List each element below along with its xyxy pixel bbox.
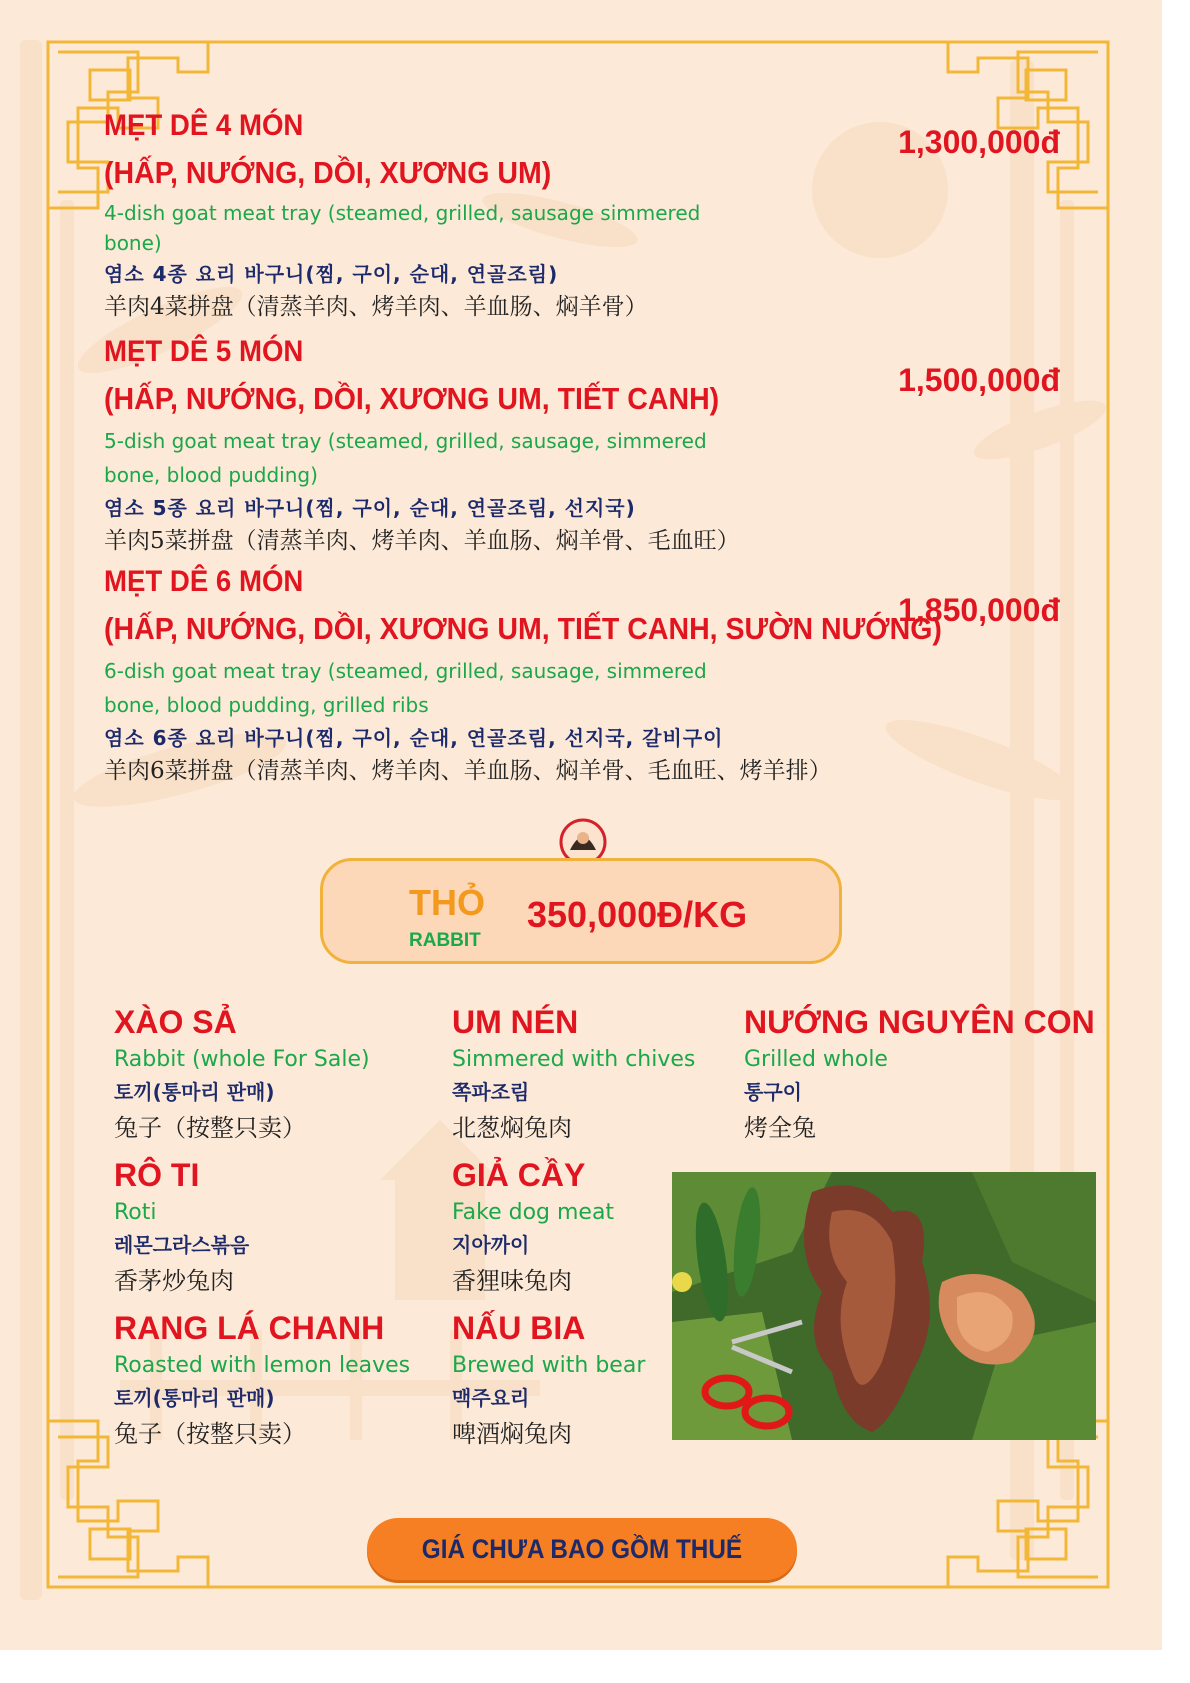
set-price: 1,850,000đ [898, 592, 1060, 628]
grilled-rabbit-photo [672, 1172, 1096, 1440]
menu-set-4-dish [104, 104, 864, 324]
dish-chinese: 兔子（按整只卖） [114, 1114, 306, 1142]
set-korean: 염소 6종 요리 바구니(찜, 구이, 순대, 연골조림, 선지국, 갈비구이 [104, 726, 724, 750]
set-chinese: 羊肉4菜拼盘（清蒸羊肉、烤羊肉、羊血肠、焖羊骨） [104, 294, 648, 320]
dish-chinese: 烤全兔 [744, 1114, 816, 1142]
dish-english: Simmered with chives [452, 1047, 696, 1072]
dish-gia-cay [452, 1153, 614, 1301]
dish-english: Roti [114, 1200, 157, 1225]
dish-title: RANG LÁ CHANH [114, 1310, 385, 1346]
dish-korean: 토끼(통마리 판매) [114, 1080, 275, 1104]
dish-title: RÔ TI [114, 1157, 200, 1193]
dish-english: Grilled whole [744, 1047, 888, 1072]
dish-title: XÀO SẢ [114, 1004, 237, 1040]
dish-chinese: 兔子（按整只卖） [114, 1420, 306, 1448]
dish-title: NẤU BIA [452, 1310, 586, 1346]
dish-chinese: 啤酒焖兔肉 [452, 1420, 572, 1448]
set-price: 1,300,000đ [898, 124, 1060, 160]
set-chinese: 羊肉6菜拼盘（清蒸羊肉、烤羊肉、羊血肠、焖羊骨、毛血旺、烤羊排） [104, 758, 832, 784]
set-subtitle: (HẤP, NƯỚNG, DỒI, XƯƠNG UM, TIẾT CANH) [104, 381, 720, 416]
dish-ro-ti [114, 1153, 249, 1301]
rabbit-english: RABBIT [409, 930, 481, 951]
dish-korean: 레몬그라스볶음 [114, 1233, 250, 1257]
dish-english: Roasted with lemon leaves [114, 1353, 411, 1378]
dish-chinese: 香狸味兔肉 [452, 1267, 572, 1295]
dish-korean: 지아까이 [452, 1233, 530, 1257]
set-title: MẸT DÊ 4 MÓN [104, 109, 304, 142]
dish-nau-bia [452, 1306, 645, 1454]
dish-xao-sa [114, 1000, 370, 1148]
dish-title: UM NÉN [452, 1004, 579, 1040]
dish-english: Rabbit (whole For Sale) [114, 1047, 370, 1072]
rabbit-price-box [320, 858, 842, 964]
rabbit-price: 350,000Đ/KG [527, 894, 748, 935]
dish-nuong-nguyen-con [744, 1000, 1095, 1148]
set-english: 4-dish goat meat tray (steamed, grilled, sausage simmered bone) [104, 201, 701, 255]
tax-note-badge [367, 1518, 797, 1580]
dish-korean: 맥주요리 [452, 1386, 530, 1410]
rabbit-title: THỎ [409, 882, 485, 923]
menu-set-6-dish [104, 560, 942, 788]
set-english: 6-dish goat meat tray (steamed, grilled, sausage, simmered bone, blood pudding, grilled ribs [104, 659, 707, 717]
dish-korean: 쪽파조림 [452, 1080, 530, 1104]
tax-note-text: GIÁ CHƯA BAO GỒM THUẾ [421, 1534, 743, 1564]
set-subtitle: (HẤP, NƯỚNG, DỒI, XƯƠNG UM) [104, 155, 552, 190]
dish-title: NƯỚNG NGUYÊN CON [744, 1004, 1095, 1040]
dish-title: GIẢ CẦY [452, 1157, 586, 1193]
set-korean: 염소 5종 요리 바구니(찜, 구이, 순대, 연골조림, 선지국) [104, 496, 636, 520]
dish-english: Brewed with bear [452, 1353, 646, 1378]
dish-korean: 토끼(통마리 판매) [114, 1386, 275, 1410]
dish-um-nen [452, 1000, 695, 1148]
dish-rang-la-chanh [114, 1306, 410, 1454]
set-title: MẸT DÊ 6 MÓN [104, 565, 304, 598]
set-title: MẸT DÊ 5 MÓN [104, 335, 304, 368]
set-korean: 염소 4종 요리 바구니(찜, 구이, 순대, 연골조림) [104, 262, 559, 286]
set-chinese: 羊肉5菜拼盘（清蒸羊肉、烤羊肉、羊血肠、焖羊骨、毛血旺） [104, 528, 740, 554]
set-price: 1,500,000đ [898, 362, 1060, 398]
dish-chinese: 北葱焖兔肉 [452, 1114, 572, 1142]
dish-chinese: 香茅炒兔肉 [114, 1267, 234, 1295]
set-subtitle: (HẤP, NƯỚNG, DỒI, XƯƠNG UM, TIẾT CANH, SƯỜN NƯỚNG) [104, 611, 942, 646]
dish-korean: 통구이 [744, 1080, 802, 1104]
menu-set-5-dish [104, 330, 864, 558]
set-english: 5-dish goat meat tray (steamed, grilled, sausage, simmered bone, blood pudding) [104, 429, 707, 487]
dish-english: Fake dog meat [452, 1200, 615, 1225]
